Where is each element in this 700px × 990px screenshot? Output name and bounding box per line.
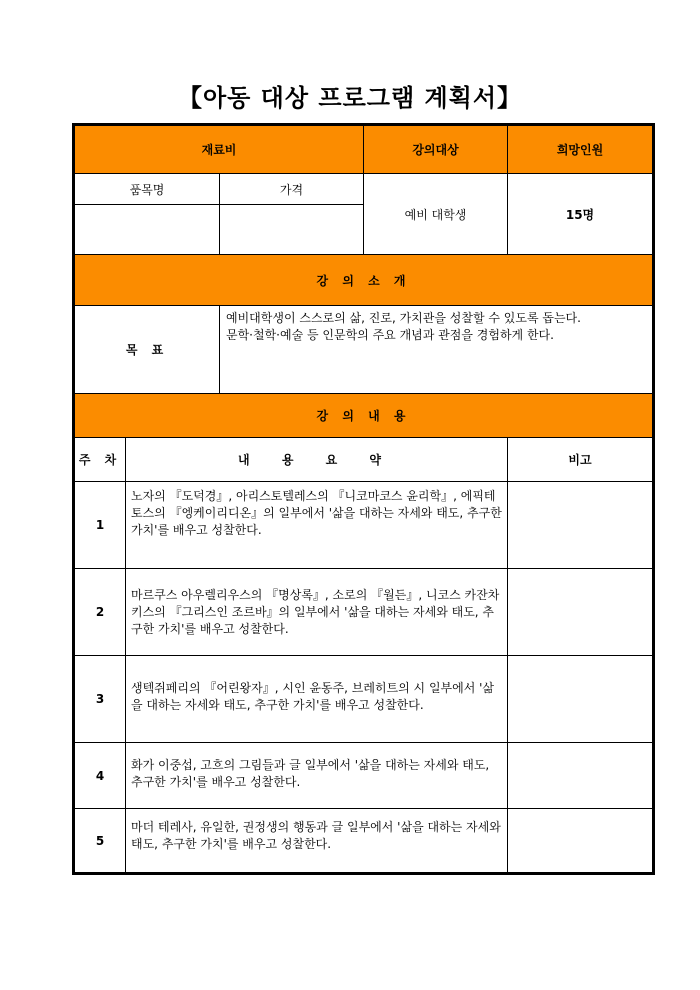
week-number: 2 [75,569,126,656]
table-row [75,743,653,809]
table-row [75,809,653,873]
week-number: 1 [75,482,126,569]
note-cell [508,743,653,809]
goal-line: 예비대학생이 스스로의 삶, 진로, 가치관을 성찰할 수 있도록 돕는다. [226,311,581,325]
summary-text: 생텍쥐페리의 『어린왕자』, 시인 윤동주, 브레히트의 시 일부에서 '삶을 대하는 자세와 태도, 추구한 가치'를 배우고 성찰한다. [126,656,508,743]
document-title: 【아동 대상 프로그램 계획서】 [177,84,523,112]
table-row [75,569,653,656]
item-name-header: 품목명 [75,174,220,205]
note-cell [508,656,653,743]
goal-content [220,306,653,394]
note-cell [508,569,653,656]
item-name-cell [75,205,220,255]
week-col-header: 주 차 [75,438,126,482]
summary-text: 화가 이중섭, 고흐의 그림들과 글 일부에서 '삶을 대하는 자세와 태도, 추구한 가치'를 배우고 성찰한다. [126,743,508,809]
note-col-header: 비고 [508,438,653,482]
week-number: 4 [75,743,126,809]
materials-header: 재료비 [75,126,364,174]
goal-label: 목 표 [75,306,220,394]
week-number: 3 [75,656,126,743]
content-section-title: 강 의 내 용 [75,394,653,438]
summary-text: 마르쿠스 아우렐리우스의 『명상록』, 소로의 『월든』, 니코스 카잔차키스의 『그리스인 조르바』의 일부에서 '삶을 대하는 자세와 태도, 추구한 가치'를 배우고 성찰한다. [126,569,508,656]
table-row [75,656,653,743]
intro-section-title: 강 의 소 개 [75,255,653,306]
summary-col-header: 내 용 요 약 [126,438,508,482]
table-row [75,482,653,569]
note-cell [508,482,653,569]
price-cell [220,205,364,255]
note-cell [508,809,653,873]
summary-text: 노자의 『도덕경』, 아리스토텔레스의 『니코마코스 윤리학』, 에픽테토스의 『엥케이리디온』의 일부에서 '삶을 대하는 자세와 태도, 추구한 가치'를 배우고 성찰한다. [126,482,508,569]
summary-text: 마더 테레사, 유일한, 권정생의 행동과 글 일부에서 '삶을 대하는 자세와 태도, 추구한 가치'를 배우고 성찰한다. [126,809,508,873]
target-header: 강의대상 [364,126,508,174]
target-value: 예비 대학생 [364,174,508,255]
price-header: 가격 [220,174,364,205]
capacity-value: 15명 [508,174,653,255]
goal-line: 문학·철학·예술 등 인문학의 주요 개념과 관점을 경험하게 한다. [226,328,554,342]
capacity-header: 희망인원 [508,126,653,174]
program-plan-table [74,125,653,873]
week-number: 5 [75,809,126,873]
